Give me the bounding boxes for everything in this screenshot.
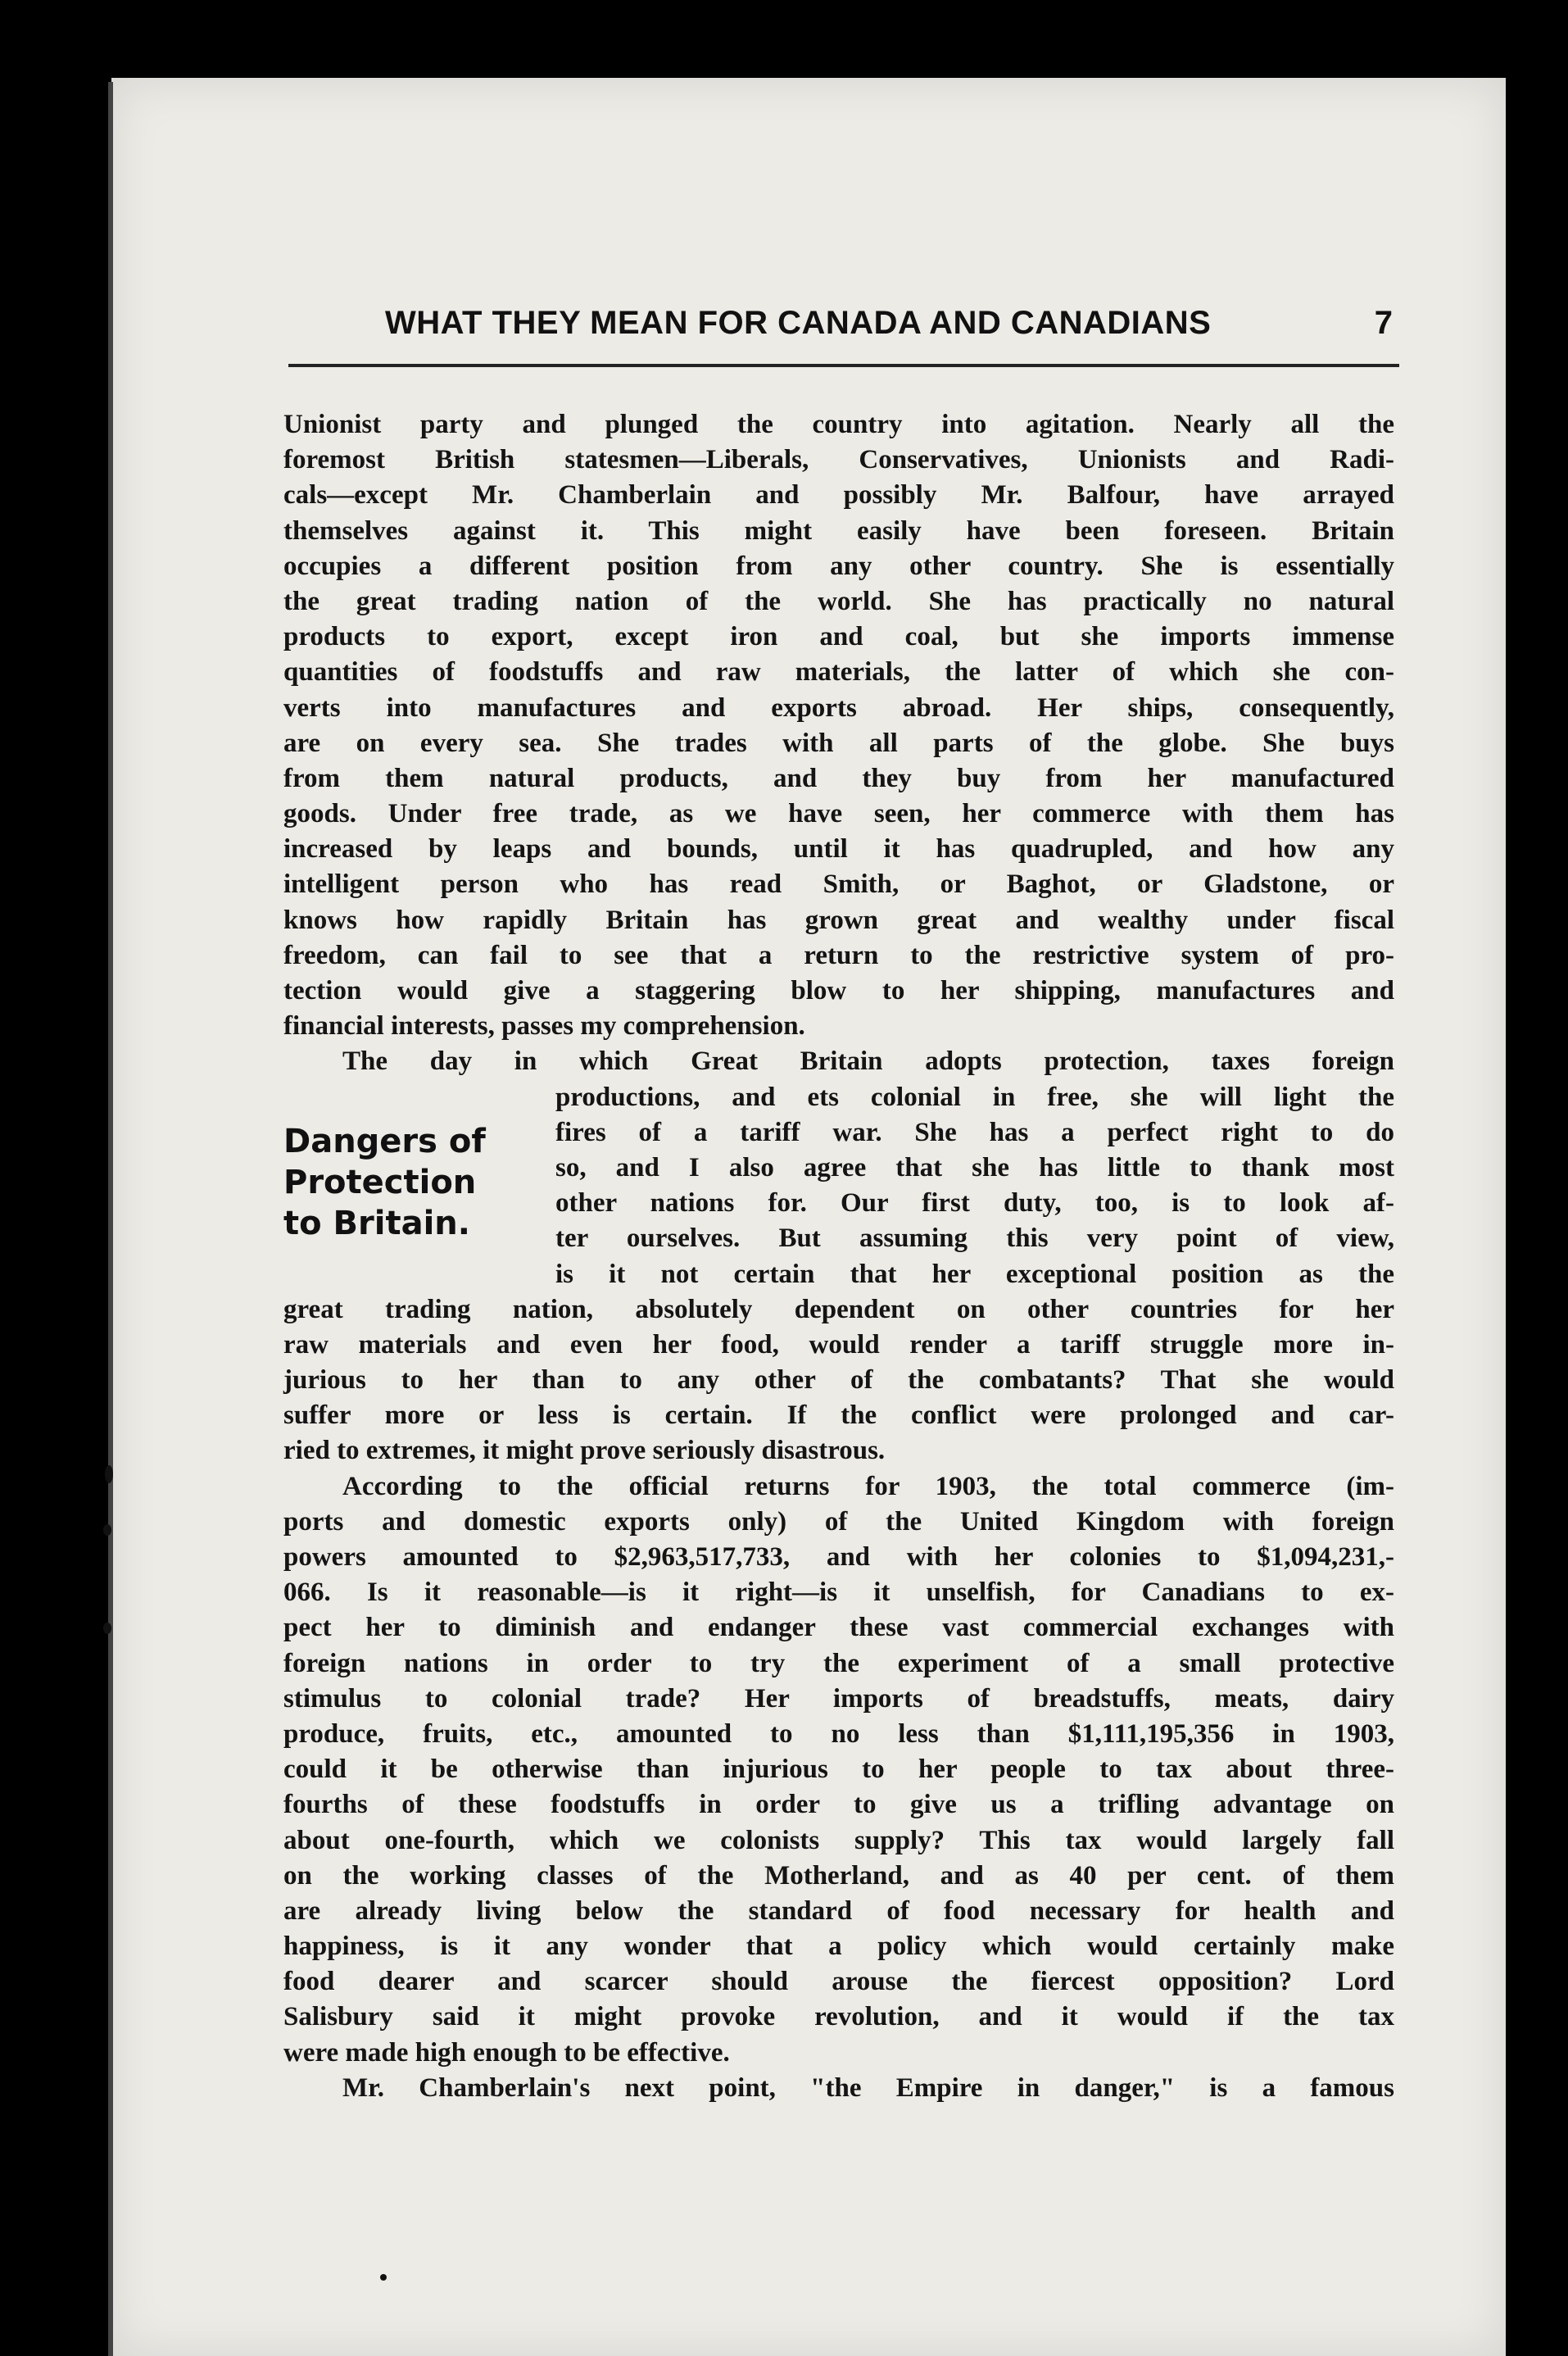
- text-line: foremost British statesmen—Liberals, Conservatives, Unionists and Radi-: [283, 445, 1394, 475]
- page-edge-rule: [108, 82, 113, 2356]
- sidenote-line: to Britain.: [283, 1205, 470, 1242]
- text-line: is it not certain that her exceptional position as the: [555, 1259, 1394, 1289]
- text-line: freedom, can fail to see that a return to the restrictive system of pro-: [283, 940, 1394, 970]
- text-line: ports and domestic exports only) of the United Kingdom with foreign: [283, 1506, 1394, 1537]
- text-line: on the working classes of the Motherland, and as 40 per cent. of them: [283, 1860, 1394, 1891]
- text-line: verts into manufactures and exports abroad. Her ships, consequently,: [283, 692, 1394, 723]
- paragraph: [283, 1044, 1394, 1469]
- sidenote-line: Dangers of: [283, 1123, 486, 1160]
- text-line: cals—except Mr. Chamberlain and possibly Mr. Balfour, have arrayed: [283, 480, 1394, 511]
- scan-speck: [105, 1465, 113, 1483]
- page-number: 7: [1374, 305, 1393, 341]
- running-title: WHAT THEY MEAN FOR CANADA AND CANADIANS: [385, 305, 1212, 341]
- text-line: intelligent person who has read Smith, or Baghot, or Gladstone, or: [283, 869, 1394, 900]
- text-line: Unionist party and plunged the country into agitation. Nearly all the: [283, 410, 1394, 439]
- text-line: are already living below the standard of food necessary for health and: [283, 1895, 1394, 1926]
- text-line: financial interests, passes my comprehension.: [283, 1011, 805, 1042]
- text-line: were made high enough to be effective.: [283, 2037, 730, 2068]
- paragraph: [283, 1469, 1394, 2071]
- header-rule: [288, 364, 1399, 367]
- text-line: fires of a tariff war. She has a perfect right to do: [555, 1117, 1394, 1147]
- text-line: pect her to diminish and endanger these vast commercial exchanges with: [283, 1613, 1394, 1643]
- sidenote-line: Protection: [283, 1164, 477, 1201]
- text-line: products to export, except iron and coal, but she imports immense: [283, 622, 1394, 652]
- text-line: powers amounted to $2,963,517,733, and with her colonies to $1,094,231,-: [283, 1542, 1394, 1572]
- text-line: could it be otherwise than injurious to her people to tax about three-: [283, 1755, 1394, 1785]
- scan-speck: [103, 1623, 111, 1634]
- text-line: The day in which Great Britain adopts protection, taxes foreign: [342, 1046, 1394, 1077]
- text-line: about one-fourth, which we colonists supply? This tax would largely fall: [283, 1825, 1394, 1855]
- text-line: 066. Is it reasonable—is it right—is it unselfish, for Canadians to ex-: [283, 1577, 1394, 1608]
- text-line: quantities of foodstuffs and raw materials, the latter of which she con-: [283, 657, 1394, 688]
- text-line: increased by leaps and bounds, until it has quadrupled, and how any: [283, 834, 1394, 865]
- text-line: food dearer and scarcer should arouse the fiercest opposition? Lord: [283, 1967, 1394, 1997]
- text-line: great trading nation, absolutely dependent on other countries for her: [283, 1294, 1394, 1324]
- text-line: goods. Under free trade, as we have seen, her commerce with them has: [283, 799, 1394, 829]
- text-line: tection would give a staggering blow to her shipping, manufactures and: [283, 976, 1394, 1005]
- text-line: productions, and ets colonial in free, she will light the: [555, 1082, 1394, 1112]
- text-line: the great trading nation of the world. She has practically no natural: [283, 586, 1394, 616]
- text-line: fourths of these foodstuffs in order to give us a trifling advantage on: [283, 1790, 1394, 1820]
- text-line: ried to extremes, it might prove seriously disastrous.: [283, 1436, 886, 1466]
- text-line: occupies a different position from any other country. She is essentially: [283, 551, 1394, 581]
- text-line: are on every sea. She trades with all parts of the globe. She buys: [283, 728, 1394, 758]
- scan-speck: [380, 2274, 387, 2281]
- text-line: According to the official returns for 1903, the total commerce (im-: [342, 1471, 1394, 1501]
- text-line: themselves against it. This might easily have been foreseen. Britain: [283, 515, 1394, 546]
- running-header: [385, 305, 1398, 354]
- text-line: jurious to her than to any other of the combatants? That she would: [283, 1365, 1394, 1396]
- paragraph: [283, 2071, 1394, 2106]
- text-line: foreign nations in order to try the experiment of a small protective: [283, 1648, 1394, 1678]
- text-line: stimulus to colonial trade? Her imports of breadstuffs, meats, dairy: [283, 1683, 1394, 1714]
- text-line: produce, fruits, etc., amounted to no less than $1,111,195,356 in 1903,: [283, 1718, 1394, 1749]
- text-line: other nations for. Our first duty, too, is to look af-: [555, 1188, 1394, 1219]
- text-line: happiness, is it any wonder that a policy which would certainly make: [283, 1932, 1394, 1962]
- text-line: Salisbury said it might provoke revolution, and it would if the tax: [283, 2002, 1394, 2032]
- text-line: raw materials and even her food, would render a tariff struggle more in-: [283, 1329, 1394, 1360]
- body-text: [283, 407, 1394, 2106]
- text-line: from them natural products, and they buy from her manufactured: [283, 763, 1394, 793]
- text-line: ter ourselves. But assuming this very point of view,: [555, 1223, 1394, 1254]
- text-line: knows how rapidly Britain has grown great and wealthy under fiscal: [283, 905, 1394, 935]
- scan-speck: [103, 1524, 111, 1536]
- text-line: suffer more or less is certain. If the conflict were prolonged and car-: [283, 1400, 1394, 1431]
- text-line: Mr. Chamberlain's next point, "the Empire in danger," is a famous: [342, 2072, 1394, 2103]
- paragraph: [283, 407, 1394, 1044]
- text-line: so, and I also agree that she has little to thank most: [555, 1152, 1394, 1183]
